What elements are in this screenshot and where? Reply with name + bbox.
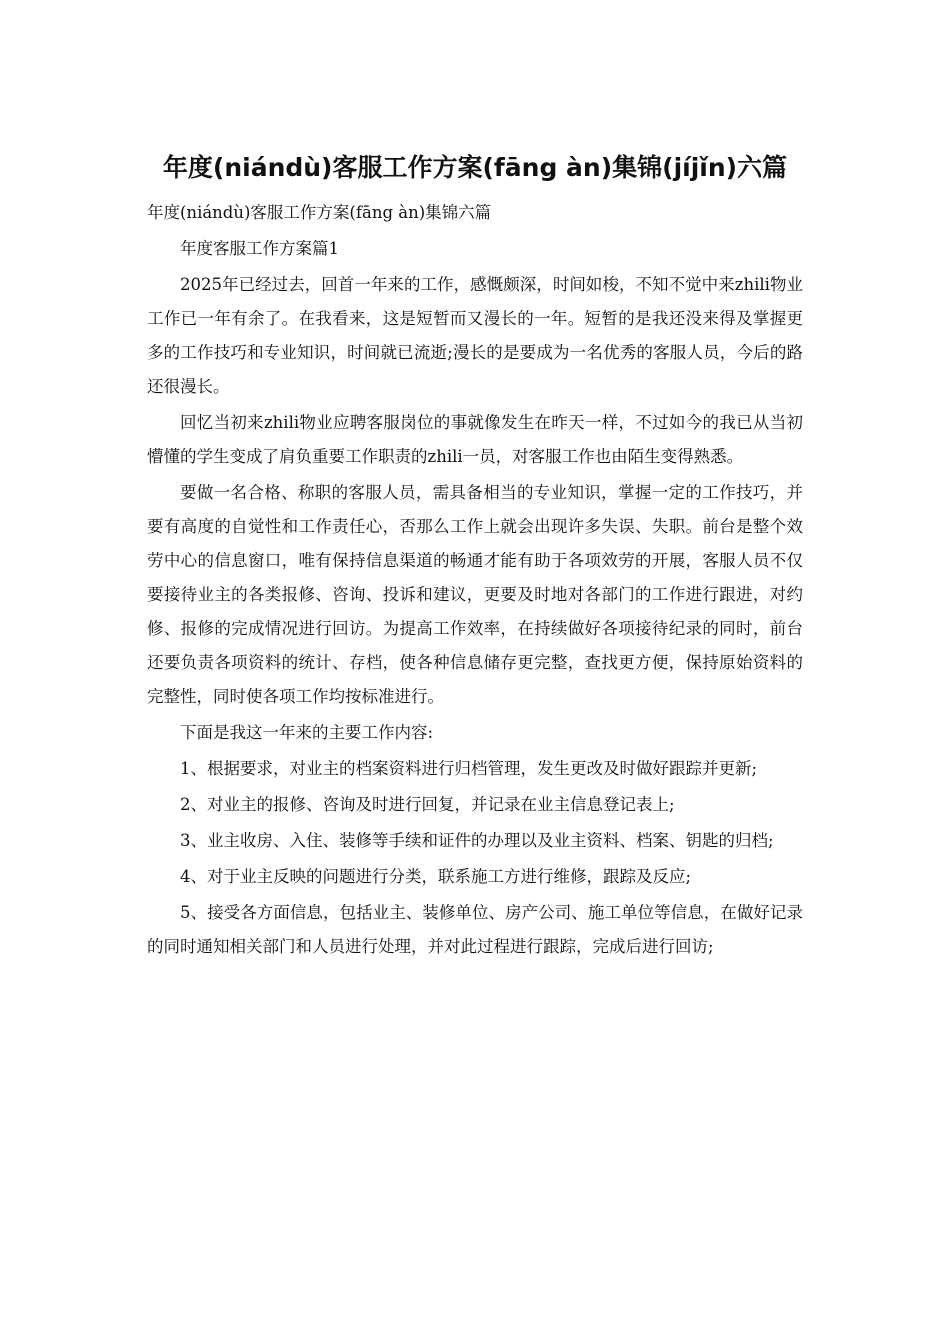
list-item: 3、业主收房、入住、装修等手续和证件的办理以及业主资料、档案、钥匙的归档; <box>180 831 774 850</box>
paragraph: 下面是我这一年来的主要工作内容: <box>180 723 434 742</box>
list-item: 4、对于业主反映的问题进行分类，联系施工方进行维修，跟踪及反应; <box>180 867 692 886</box>
paragraph: 2025年已经过去，回首一年来的工作，感慨颇深，时间如梭，不知不觉中来zhili物业工作已一年有余了。在我看来，这是短暂而又漫长的一年。短暂的是我还没来得及掌握更多的工作技巧和专业知识，时间就已流逝;漫长的是要成为一名优秀的客服人员，今后的路还很漫长。 <box>147 275 803 396</box>
list-item: 2、对业主的报修、咨询及时进行回复，并记录在业主信息登记表上; <box>180 795 675 814</box>
document-title: 年度(niándù)客服工作方案(fāng àn)集锦(jíjǐn)六篇 <box>162 153 788 182</box>
document-body <box>147 232 803 966</box>
paragraph: 要做一名合格、称职的客服人员，需具备相当的专业知识，掌握一定的工作技巧，并要有高度的自觉性和工作责任心，否那么工作上就会出现许多失误、失职。前台是整个效劳中心的信息窗口，唯有保持信息渠道的畅通才能有助于各项效劳的开展，客服人员不仅要接待业主的各类报修、咨询、投诉和建议，更要及时地对各部门的工作进行跟进，对约修、报修的完成情况进行回访。为提高工作效率，在持续做好各项接待纪录的同时，前台还要负责各项资料的统计、存档，使各种信息储存更完整，查找更方便，保持原始资料的完整性，同时使各项工作均按标准进行。 <box>147 483 803 706</box>
document-subtitle: 年度(niándù)客服工作方案(fāng àn)集锦六篇 <box>147 203 492 222</box>
list-item: 1、根据要求，对业主的档案资料进行归档管理，发生更改及时做好跟踪并更新; <box>180 759 758 778</box>
section-heading: 年度客服工作方案篇1 <box>180 239 339 258</box>
list-item: 5、接受各方面信息，包括业主、装修单位、房产公司、施工单位等信息，在做好记录的同时通知相关部门和人员进行处理，并对此过程进行跟踪，完成后进行回访; <box>147 903 803 956</box>
paragraph: 回忆当初来zhili物业应聘客服岗位的事就像发生在昨天一样，不过如今的我已从当初懵懂的学生变成了肩负重要工作职责的zhili一员，对客服工作也由陌生变得熟悉。 <box>147 413 803 466</box>
